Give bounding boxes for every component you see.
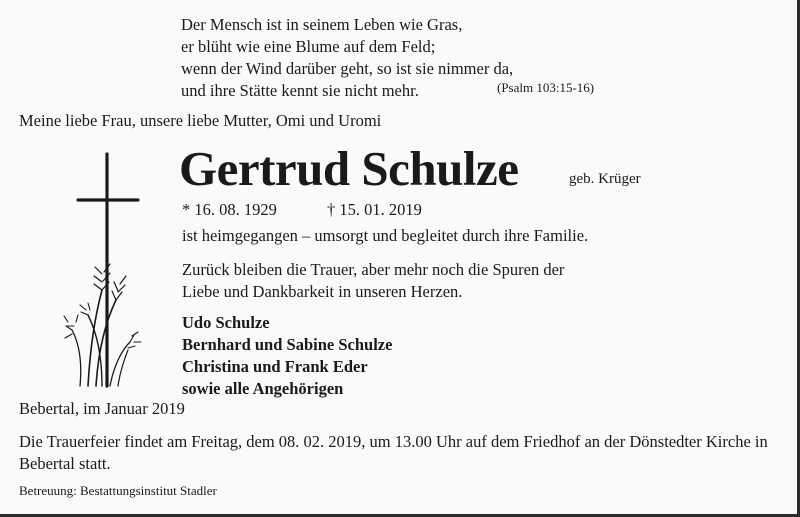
deceased-name: Gertrud Schulze	[179, 141, 519, 196]
funeral-home-credit: Betreuung: Bestattungsinstitut Stadler	[19, 483, 217, 498]
remembrance-line: Liebe und Dankbarkeit in unseren Herzen.	[182, 282, 463, 301]
psalm-reference: (Psalm 103:15-16)	[497, 80, 595, 95]
intro-text: Meine liebe Frau, unsere liebe Mutter, Omi und Uromi	[19, 111, 382, 130]
place-date: Bebertal, im Januar 2019	[19, 399, 185, 418]
psalm-line: und ihre Stätte kennt sie nicht mehr.	[181, 81, 419, 100]
psalm-line: er blüht wie eine Blume auf dem Feld;	[181, 37, 436, 56]
family-member: Udo Schulze	[182, 313, 270, 332]
cross-with-wheat-icon	[58, 150, 148, 390]
psalm-line: wenn der Wind darüber geht, so ist sie nimmer da,	[181, 59, 514, 78]
maiden-name: geb. Krüger	[569, 171, 641, 187]
family-member: Christina und Frank Eder	[182, 357, 368, 376]
death-date: † 15. 01. 2019	[327, 200, 422, 219]
funeral-ceremony-text: Die Trauerfeier findet am Freitag, dem 08. 02. 2019, um 13.00 Uhr auf dem Friedhof an der Dönstedter Kirche in Bebertal statt.	[19, 432, 768, 473]
remembrance-line: Zurück bleiben die Trauer, aber mehr noch die Spuren der	[182, 260, 565, 279]
birth-date: * 16. 08. 1929	[182, 200, 277, 219]
passed-away-text: ist heimgegangen – umsorgt und begleitet durch ihre Familie.	[182, 226, 589, 245]
family-member: Bernhard und Sabine Schulze	[182, 335, 393, 354]
psalm-line: Der Mensch ist in seinem Leben wie Gras,	[181, 15, 463, 34]
remembrance-text	[182, 259, 602, 303]
family-signatures	[182, 312, 392, 400]
family-member: sowie alle Angehörigen	[182, 379, 344, 398]
